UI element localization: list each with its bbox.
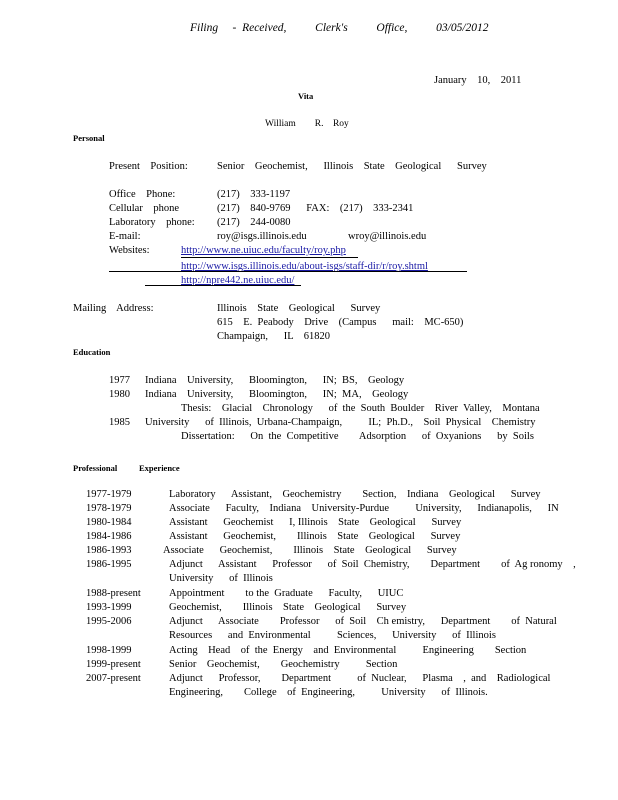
- experience-years: 1980-1984: [86, 517, 132, 528]
- present-position-label: Present Position:: [109, 161, 188, 172]
- experience-years: 2007-present: [86, 673, 141, 684]
- experience-years: 1984-1986: [86, 531, 132, 542]
- experience-entry: Senior Geochemist, Geochemistry Section: [169, 659, 398, 670]
- experience-years: 1986-1995: [86, 559, 132, 570]
- section-heading-education: Education: [73, 347, 111, 357]
- present-position-value: Senior Geochemist, Illinois State Geological Survey: [217, 161, 487, 172]
- experience-entry: Geochemist, Illinois State Geological Survey: [169, 602, 407, 613]
- website-underline-1: [181, 257, 358, 258]
- experience-years: 1988-present: [86, 588, 141, 599]
- education-entry: Indiana University, Bloomington, IN; MA, Geology: [145, 389, 409, 400]
- cell-phone-value: (217) 840-9769 FAX: (217) 333-2341: [217, 203, 414, 214]
- document-date: January 10, 2011: [434, 75, 522, 86]
- email-label: E-mail:: [109, 231, 141, 242]
- experience-entry-continued: Resources and Environmental Sciences, University of Illinois: [169, 630, 496, 641]
- experience-entry: Adjunct Associate Professor of Soil Ch emistry, Department of Natural: [169, 616, 557, 627]
- website-link-faculty[interactable]: http://www.ne.uiuc.edu/faculty/roy.php: [181, 245, 346, 256]
- education-year: 1980: [109, 389, 130, 400]
- education-entry: University of Illinois, Urbana-Champaign, IL; Ph.D., Soil Physical Chemistry: [145, 417, 536, 428]
- education-entry: Indiana University, Bloomington, IN; BS, Geology: [145, 375, 405, 386]
- experience-entry: Adjunct Assistant Professor of Soil Chemistry, Department of Ag ronomy ,: [169, 559, 576, 570]
- mailing-address-line-2: 615 E. Peabody Drive (Campus mail: MC-650): [217, 317, 464, 328]
- website-underline-3: [145, 285, 301, 286]
- education-thesis: Thesis: Glacial Chronology of the South Boulder River Valley, Montana: [181, 403, 540, 414]
- experience-years: 1977-1979: [86, 489, 132, 500]
- experience-entry: Acting Head of the Energy and Environmental Engineering Section: [169, 645, 527, 656]
- experience-entry: Assistant Geochemist, Illinois State Geological Survey: [169, 531, 461, 542]
- website-link-npre442[interactable]: http://npre442.ne.uiuc.edu/: [181, 275, 295, 286]
- experience-entry: Assistant Geochemist I, Illinois State Geological Survey: [169, 517, 462, 528]
- mailing-address-line-3: Champaign, IL 61820: [217, 331, 331, 342]
- lab-phone-value: (217) 244-0080: [217, 217, 291, 228]
- section-heading-experience: Experience: [139, 463, 180, 473]
- experience-entry: Appointment to the Graduate Faculty, UIUC: [169, 588, 404, 599]
- experience-years: 1995-2006: [86, 616, 132, 627]
- website-underline-2: [109, 271, 467, 272]
- office-phone-value: (217) 333-1197: [217, 189, 291, 200]
- experience-entry-continued: University of Illinois: [169, 573, 273, 584]
- filing-header: Filing - Received, Clerk's Office, 03/05/2012: [190, 22, 489, 34]
- experience-entry: Adjunct Professor, Department of Nuclear, Plasma , and Radiological: [169, 673, 551, 684]
- experience-entry: Associate Faculty, Indiana University-Purdue University, Indianapolis, IN: [169, 503, 559, 514]
- person-name: William R. Roy: [265, 119, 349, 129]
- website-link-isgs[interactable]: http://www.isgs.illinois.edu/about-isgs/staff-dir/r/roy.shtml: [181, 261, 428, 272]
- experience-years: 1998-1999: [86, 645, 132, 656]
- websites-label: Websites:: [109, 245, 150, 256]
- education-year: 1977: [109, 375, 130, 386]
- mailing-address-label: Mailing Address:: [73, 303, 154, 314]
- email-value-primary[interactable]: roy@isgs.illinois.edu: [217, 231, 307, 242]
- office-phone-label: Office Phone:: [109, 189, 176, 200]
- cell-phone-label: Cellular phone: [109, 203, 179, 214]
- document-title: Vita: [298, 91, 314, 101]
- lab-phone-label: Laboratory phone:: [109, 217, 195, 228]
- experience-years: 1978-1979: [86, 503, 132, 514]
- experience-entry: Associate Geochemist, Illinois State Geological Survey: [163, 545, 457, 556]
- section-heading-personal: Personal: [73, 133, 105, 143]
- experience-years: 1986-1993: [86, 545, 132, 556]
- education-year: 1985: [109, 417, 130, 428]
- mailing-address-line-1: Illinois State Geological Survey: [217, 303, 381, 314]
- section-heading-professional: Professional: [73, 463, 118, 473]
- education-dissertation: Dissertation: On the Competitive Adsorption of Oxyanions by Soils: [181, 431, 534, 442]
- experience-entry-continued: Engineering, College of Engineering, University of Illinois.: [169, 687, 488, 698]
- experience-years: 1993-1999: [86, 602, 132, 613]
- experience-entry: Laboratory Assistant, Geochemistry Section, Indiana Geological Survey: [169, 489, 541, 500]
- email-value-secondary[interactable]: wroy@illinois.edu: [348, 231, 427, 242]
- experience-years: 1999-present: [86, 659, 141, 670]
